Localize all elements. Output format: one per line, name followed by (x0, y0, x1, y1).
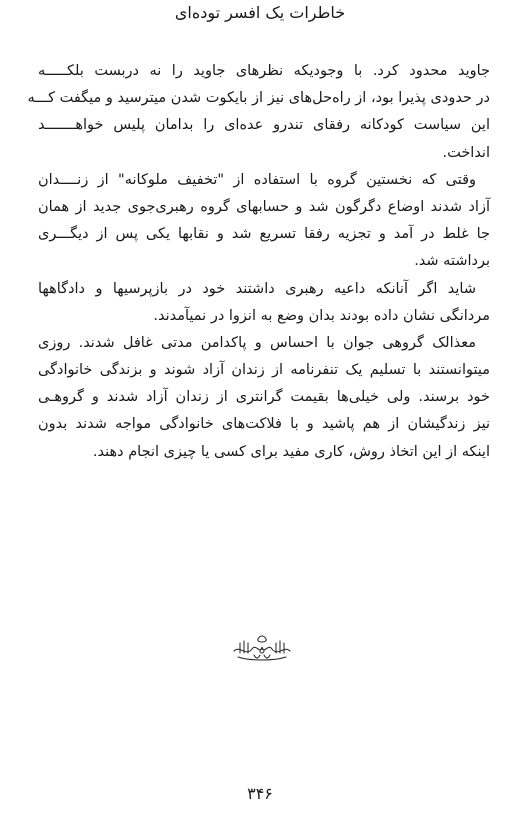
text-line: نیز زندگیشان از هم پاشید و با فلاکت‌های خانوادگی مواجه شدند بدون (38, 416, 490, 433)
body-text (27, 58, 490, 466)
page-number: ۳۴۶ (247, 784, 273, 803)
text-line: جاوید محدود کرد. با وجودیکه نظرهای جاوید را نه دربست بلکـــــه (38, 63, 490, 79)
text-line: خود برسند. ولی خیلی‌ها بقیمت گرانتری از زندان آزاد شدند و گروهـی (38, 389, 490, 406)
text-line: اینکه از این اتخاذ روش، کاری مفید برای کسی یا چیزی انجام دهند. (92, 443, 490, 460)
decorative-ornament-icon (230, 631, 294, 663)
paragraph-1 (27, 58, 490, 167)
text-line: برداشته شد. (414, 253, 490, 270)
text-line: شاید اگر آنانکه داعیه رهبری داشتند خود در بازپرسیها و دادگاهها (38, 280, 476, 297)
text-line: جا غلط در آمد و تجزیه رفقا تسریع شد و نقابها یکی پس از دیگـــری (38, 226, 490, 243)
paragraph-3 (38, 276, 490, 330)
text-line: آزاد شدند اوضاع دگرگون شد و حسابهای گروه رهبری‌جوی جدید از همان (38, 198, 490, 215)
text-line: در حدودی پذیرا بود، از راه‌حل‌های نیز از بایکوت شدن میترسید و میگفت کـــه (27, 90, 490, 107)
text-line: وقتی که نخستین گروه با استفاده از "تخفیف ملوکانه" از زنــــدان (38, 171, 476, 188)
running-header: خاطرات یک افسر توده‌ای (174, 3, 346, 22)
paragraph-2 (38, 167, 490, 276)
text-line: معذالک گروهی جوان با احساس و پاکدامن مدتی غافل شدند. روزی (38, 334, 476, 351)
text-line: میتوانستند با تسلیم یک تنفرنامه از زندان آزاد شوند و بزندگی خانوادگی (38, 362, 490, 379)
text-line: انداخت. (442, 144, 490, 161)
text-line: مردانگی نشان داده بودند بدان وضع به انزوا در نمیآمدند. (153, 307, 490, 324)
paragraph-4 (38, 330, 490, 466)
text-line: این سیاست کودکانه رفقای تندرو عده‌ای را بدامان پلیس خواهـــــــد (38, 117, 490, 134)
